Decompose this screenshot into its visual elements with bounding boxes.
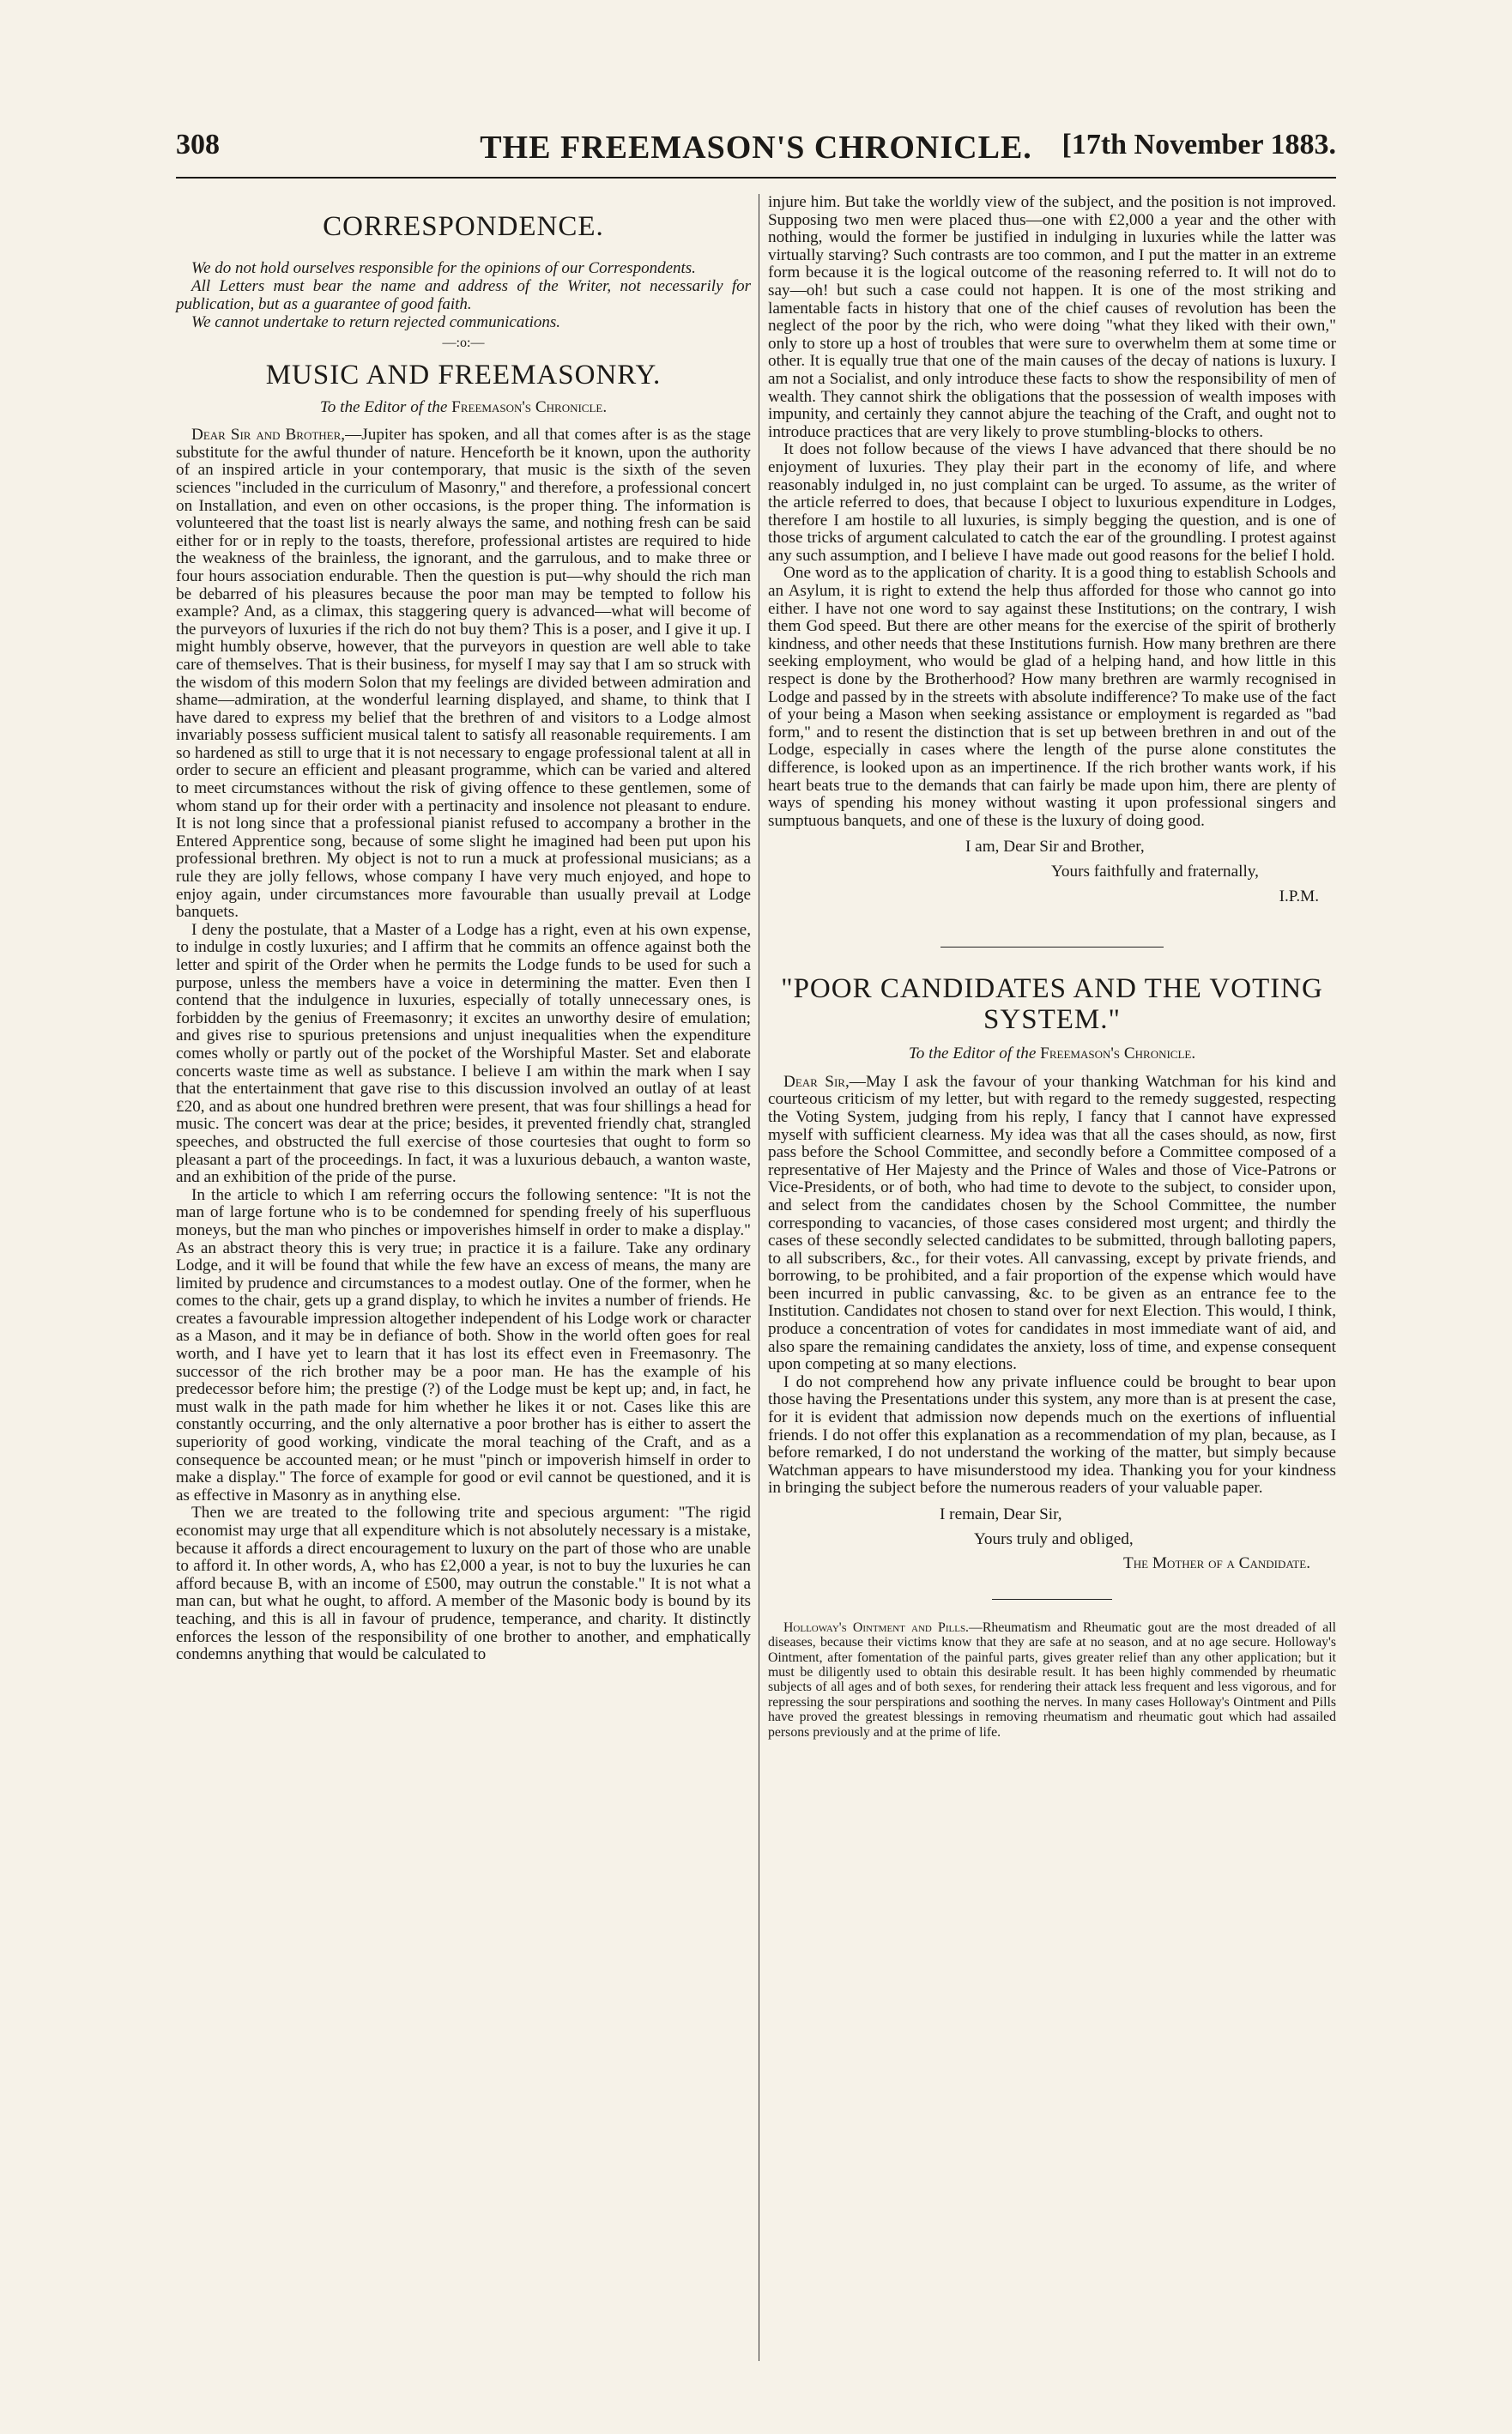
letter-voting-address [768,1045,1336,1063]
letter-music-valediction: Yours faithfully and fraternally, [1051,862,1259,881]
advert-divider [992,1599,1112,1600]
letter-voting-heading: "POOR CANDIDATES AND THE VOTING SYSTEM." [781,973,1323,1036]
letter-voting-p1: —May I ask the favour of your thanking Watchman for his kind and courteous criticism of my letter, but with regard to the remedy suggested, respecting the Voting System, judging from his reply, I fancy that I cannot have expressed myself with sufficient clearness. My idea was that all the cases should, as now, first pass before the School Committee, and secondly before a Committee composed of a representative of Her Majesty and the Prince of Wales and those of Vice-Patrons or Vice-Presidents, or of both, who had time to devote to the subject, to consider upon, and select from the candidates chosen by the School Committee, the number corresponding to vacancies, of those cases considered most urgent; and thirdly the cases of these secondly selected candidates to be submitted, through balloting papers, to all subscribers, &c., for their votes. All canvassing, except by private friends, and borrowing, to be prohibited, and a fair proportion of the expense which would have been incurred in public canvassing, &c. to be given as an entrance fee to the Institution. Candidates not chosen to stand over for next Election. This would, I think, produce a concentration of votes for candidates in most immediate want of aid, and also spare the remaining candidates the anxiety, loss of time, and expense consequent upon competing at so many elections. [768,1072,1336,1374]
to-editor-prefix-2: To the Editor of the [908,1044,1037,1063]
letter-music-p5: injure him. But take the worldly view of the subject, and the position is not improved. Supposing two men were placed thus—one with £2,000 a year and the other with nothing, would the former be justified in indulging in luxuries while the latter was virtually starving? Such contrasts are too common, and I put the matter in an extreme form because it is the logical outcome of the reasoning referred to. It will not do to say—oh! but such a case could not happen. It is one of the most striking and lamentable facts in history that one of the chief causes of revolution has been the neglect of the poor by the rich, who were doing "what they liked with their own," only to store up a host of troubles that were sure to overwhelm them at some time or other. It is equally true that one of the main causes of the decay of nations is luxury. I am not a Socialist, and only introduce these facts to show the responsibility of men of wealth. They cannot shirk the obligations that the possession of wealth imposes with impunity, and certainly they cannot abjure the teaching of the Craft, and ought not to introduce practices that are very likely to prove stumbling-blocks to others. [768,193,1336,441]
letter-music-address [176,399,751,417]
page-number: 308 [176,129,220,160]
letter-music-p1: —Jupiter has spoken, and all that comes after is as the stage substitute for the awful thunder of nature. Henceforth be it known, upon the authority of an inspired article in your contemporary, that music is the sixth of the seven sciences "included in the curriculum of Masonry," and therefore, a professional concert on Installation, and even on other occasions, is the proper thing. The information is volunteered that the toast list is nearly always the same, and nothing fresh can be said either for or in reply to the toasts, therefore, professional artistes are required to hide the weakness of the brainless, the ignorant, and the garrulous, and to make three or four hours association endurable. Then the question is put—why should the rich man be debarred of his pleasures because the poor man may be tempted to follow his example? And, as a climax, this staggering query is advanced—what will become of the purveyors of luxuries if the rich do not buy them? This is a poser, and I give it up. I might humbly observe, however, that the purveyors in question are well able to take care of themselves. That is their business, for myself I may say that I am so struck with the wisdom of this modern Solon that my feelings are divided between admiration and shame—admiration, at the wonderful learning displayed, and shame, to think that I have dared to express my belief that the brethren of and visitors to a Lodge almost invariably possess sufficient musical talent to satisfy all reasonable requirements. I am so hardened as still to urge that it is not necessary to engage professional talent at all in order to secure an efficient and pleasant programme, which can be varied and altered to meet circumstances without the risk of giving offence to these gentlemen, some of whom stand up for their order with a pertinacity and insolence not pleasant to endure. It is not long since that a professional pianist refused to accompany a brother in the Entered Apprentice song, because of some slight he imagined had been put upon his professional brethren. My object is not to run a muck at professional musicians; as a rule they are jolly fellows, whose company I have very much enjoyed, and hope to enjoy again, under circumstances more favourable than usually prevail at Lodge banquets. [176,426,751,922]
to-editor-name: Freemason's Chronicle. [451,397,608,416]
issue-date: [17th November 1883. [1061,129,1336,160]
left-column [176,194,751,1664]
right-column [768,194,1336,1740]
letter-music-p6: It does not follow because of the views I have advanced that there should be no enjoyment of luxuries. They play their part in the economy of life, and where reasonably indulged in, no just complaint can be urged. To assume, as the writer of the article referred to does, that because I object to luxurious expenditure in Lodges, therefore I am hostile to all luxuries, is simply begging the question, and is one of those tricks of argument calculated to catch the ear of the groundling. I protest against any such assumption, and I believe I have made out good reasons for the belief I hold. [768,440,1336,565]
letter-music-p7: One word as to the application of charity. It is a good thing to establish Schools and an Asylum, it is right to extend the help thus afforded for those who cannot go into either. I have not one word to say against these Institutions; on the contrary, I wish them God speed. But there are other means for the exercise of the spirit of brotherly kindness, and other needs that these Institutions furnish. How many brethren are there seeking employment, who would be glad of a helping hand, and how little in this respect is done by the Brotherhood? How many brethren are warmly recognised in Lodge and passed by in the streets with absolute indifference? To make use of the fact of your being a Mason when seeking assistance or employment is regarded as "bad form," and to resent the distinction that is set up between brethren in and out of the Lodge, especially in cases where the length of the purse alone constitutes the difference, is looked upon as an impertinence. If the rich brother wants work, if his heart beats true to the demands that can fairly be made upon him, there are plenty of ways of spending his money without wasting it upon professional singers and sumptuous banquets, and one of these is the luxury of doing good. [768,564,1336,830]
section-divider [940,947,1164,948]
letter-music-paragraph [176,427,751,922]
to-editor-prefix: To the Editor of the [319,397,448,416]
section-separator: —:o:— [442,336,485,350]
publication-title: THE FREEMASON'S CHRONICLE. [480,130,1032,166]
letter-music-p3: In the article to which I am referring occurs the following sentence: "It is not the man of large fortune who is to be condemned for spending freely of his superfluous moneys, but the man who pinches or impoverishes himself in order to make a display." As an abstract theory this is very true; in practice it is a failure. Take any ordinary Lodge, and it will be found that while the few have an excess of means, the many are limited by prudence and circumstances to a modest outlay. One of the former, when he comes to the chair, gets up a grand display, to which he invites a number of friends. He creates a favourable impression altogether independent of his Lodge work or character as a Mason, and it may be in defiance of both. Show in the world often goes for real worth, and I have yet to learn that it has lost its effect even in Freemasonry. The successor of the rich brother may be a poor man. He has the example of his predecessor before him; the prestige (?) of the Lodge must be kept up; and, in fact, he must walk in the path made for him whether he likes it or not. Cases like this are constantly occurring, and the only alternative a poor brother has is either to assert the superiority of good working, vindicate the moral teaching of the Craft, and as a consequence be accounted mean; or he must "pinch or impoverish himself in order to make a display." The force of example for good or evil cannot be questioned, and it is as effective in Masonry as in anything else. [176,1185,751,1505]
holloway-advert [768,1620,1336,1740]
letter-voting-p2: I do not comprehend how any private influence could be brought to bear upon those having the Presentations under this system, any more than is at present the case, for it is evident that admission now depends much on the exertions of influential friends. I do not offer this explanation as a recommendation of my plan, because, as I before remarked, I do not understand the working of the matter, but simply because Watchman appears to have misunderstood my idea. Thanking you for your kindness in bringing the subject before the numerous readers of your valuable paper. [768,1372,1336,1498]
notice-rejected: We cannot undertake to return rejected communications. [191,313,561,331]
letter-voting-closing: I remain, Dear Sir, [940,1505,1062,1523]
letter-voting-valediction: Yours truly and obliged, [974,1529,1134,1548]
notice-letters: All Letters must bear the name and address of the Writer, not necessarily for publication, but as a guarantee of good faith. [176,277,751,313]
correspondence-heading: CORRESPONDENCE. [323,211,604,242]
to-editor-name-2: Freemason's Chronicle. [1040,1044,1196,1063]
advert-lead: Holloway's Ointment and Pills. [783,1620,970,1635]
masthead [176,125,1336,179]
letter-music-heading: MUSIC AND FREEMASONRY. [265,359,662,391]
letter-music-closing: I am, Dear Sir and Brother, [965,838,1145,857]
letter-music-p2: I deny the postulate, that a Master of a Lodge has a right, even at his own expense, to indulge in costly luxuries; and I affirm that he commits an offence against both the letter and spirit of the Order when he permits the Lodge funds to be used for such a purpose, unless the members have a voice in determining the matter. Even then I contend that the indulgence in luxuries, especially of totally unnecessary ones, is forbidden by the genius of Freemasonry; it excites an unworthy desire of emulation; and gives rise to spurious pretensions and unjust inequalities when the expenditure comes wholly or partly out of the pocket of the Worshipful Master. Set and elaborate concerts waste time as well as substance. I believe I am within the mark when I say that the entertainment that gave rise to this discussion involved an outlay of at least £20, and as about one hundred brethren were present, that was four shillings a head for music. The concert was dear at the price; besides, it prevented friendly chat, strangled speeches, and obstructed the full exercise of those courtesies that ought to form so pleasant a part of the proceedings. In fact, it was a luxurious debauch, a wanton waste, and an exhibition of the pride of the purse. [176,920,751,1187]
notice-responsibility: We do not hold ourselves responsible for the opinions of our Correspondents. [191,259,696,277]
letter-music-salutation: Dear Sir and Brother, [191,426,346,445]
letter-music-signature: I.P.M. [1279,887,1319,905]
advert-body: —Rheumatism and Rheumatic gout are the most dreaded of all diseases, because their victims know that they are safe at no season, and at no age secure. Holloway's Ointment, after fomentation of the painful parts, gives greater relief than any other application; but it must be diligently used to obtain this desirable result. It has been highly commended by rheumatic subjects of all ages and of both sexes, for rendering their attack less frequent and less vigorous, and for repressing the sour perspirations and soothing the nerves. In many cases Holloway's Ointment and Pills have proved the greatest blessings in removing rheumatism and rheumatic gout which had assailed persons previously and at the prime of life. [768,1620,1336,1740]
letter-voting-salutation: Dear Sir, [783,1072,850,1091]
letter-voting-paragraph [768,1074,1336,1374]
letter-music-p4: Then we are treated to the following trite and specious argument: "The rigid economist may urge that all expenditure which is not absolutely necessary is a mistake, because it affords a direct encouragement to luxury on the part of those who are unable to afford it. In other words, A, who has £2,000 a year, is not to buy the luxuries he can afford because B, with an income of £500, may outrun the constable." It is not what a man can, but what he ought, to afford. A member of the Masonic body is bound by its teaching, and this is all in favour of prudence, temperance, and charity. It distinctly enforces the lesson of the responsibility of one brother to another, and emphatically condemns anything that would be calculated to [176,1504,751,1664]
letter-voting-signature: The Mother of a Candidate. [1123,1554,1310,1573]
